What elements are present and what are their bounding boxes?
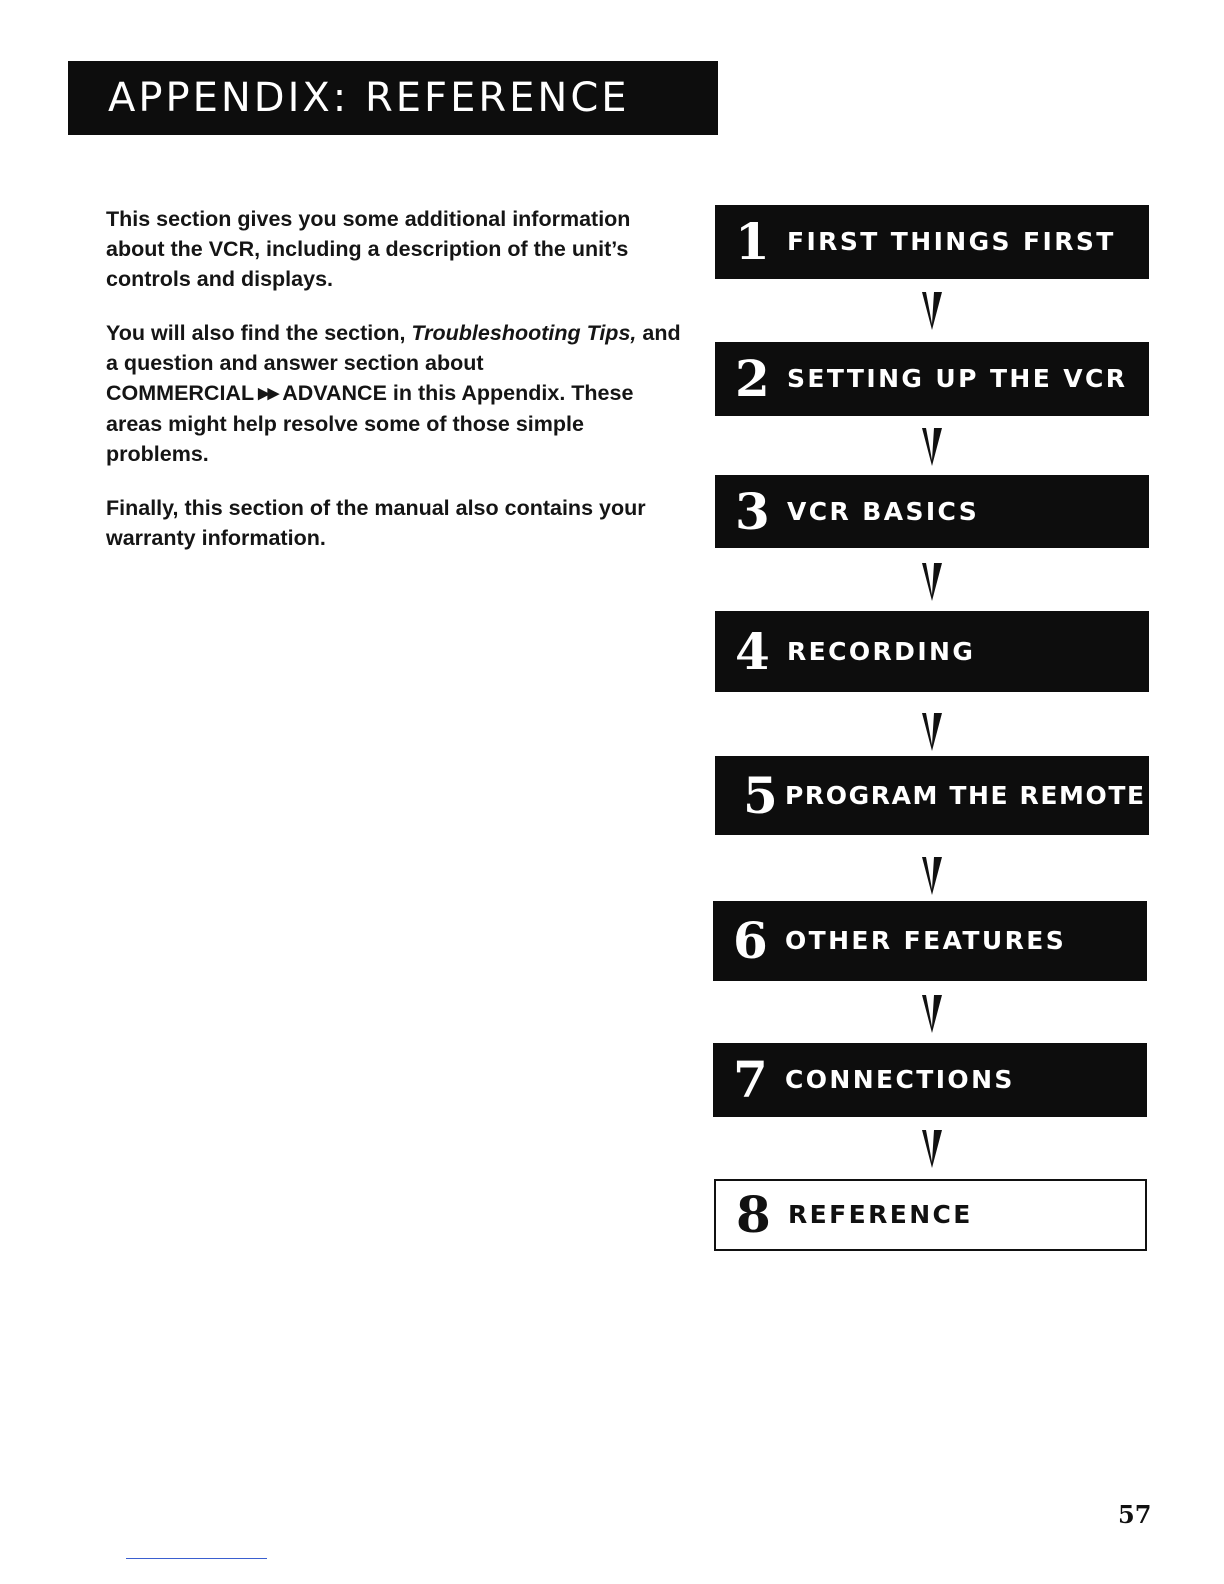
down-arrow-icon: [921, 711, 943, 753]
page-number: 57: [1118, 1500, 1152, 1529]
step-1-first-things-first: [715, 205, 1149, 279]
step-7-connections: [713, 1043, 1147, 1117]
step-label: VCR BASICS: [787, 496, 980, 526]
step-number: 6: [733, 911, 768, 970]
step-label: SETTING UP THE VCR: [787, 363, 1128, 393]
step-label: RECORDING: [787, 636, 976, 666]
page-title: APPENDIX: REFERENCE: [108, 75, 630, 121]
step-number: 7: [733, 1050, 768, 1109]
down-arrow-icon: [921, 993, 943, 1035]
step-number: 8: [736, 1185, 771, 1244]
down-arrow-icon: [921, 1128, 943, 1170]
step-8-reference-current: [714, 1179, 1147, 1251]
advance-label: ADVANCE: [282, 381, 387, 405]
step-number: 3: [735, 481, 770, 541]
step-label: PROGRAM THE REMOTE: [785, 780, 1146, 810]
header-bar: [68, 61, 718, 135]
intro-p2-before: You will also find the section,: [106, 321, 406, 345]
commercial-label: COMMERCIAL: [106, 381, 255, 405]
fast-forward-icon: ▶▶: [258, 385, 278, 402]
step-label: FIRST THINGS FIRST: [787, 226, 1116, 256]
down-arrow-icon: [921, 561, 943, 603]
intro-paragraph-2: [106, 318, 686, 469]
step-4-recording: [715, 611, 1149, 692]
step-number: 2: [735, 349, 770, 408]
step-5-program-the-remote: [715, 756, 1149, 835]
footer-rule: [126, 1558, 267, 1559]
step-2-setting-up-the-vcr: [715, 342, 1149, 416]
step-6-other-features: [713, 901, 1147, 981]
intro-paragraph-1: This section gives you some additional information about the VCR, including a description of the unit’s controls and displays.: [106, 207, 631, 291]
step-3-vcr-basics: [715, 475, 1149, 548]
intro-text: [106, 204, 686, 577]
intro-p2-mid: and a question and answer section about: [106, 321, 681, 375]
down-arrow-icon: [921, 426, 943, 468]
step-label: CONNECTIONS: [785, 1064, 1015, 1094]
step-label: OTHER FEATURES: [785, 925, 1067, 955]
down-arrow-icon: [921, 290, 943, 332]
step-label: REFERENCE: [788, 1199, 973, 1229]
step-number: 4: [735, 621, 770, 681]
down-arrow-icon: [921, 855, 943, 897]
step-number: 1: [735, 212, 770, 271]
intro-paragraph-3: Finally, this section of the manual also contains your warranty information.: [106, 496, 646, 550]
troubleshooting-tips-reference: Troubleshooting Tips,: [411, 321, 637, 345]
step-number: 5: [743, 765, 778, 825]
intro-p2-after: in this Appendix. These areas might help resolve some of those simple problems.: [106, 381, 634, 466]
